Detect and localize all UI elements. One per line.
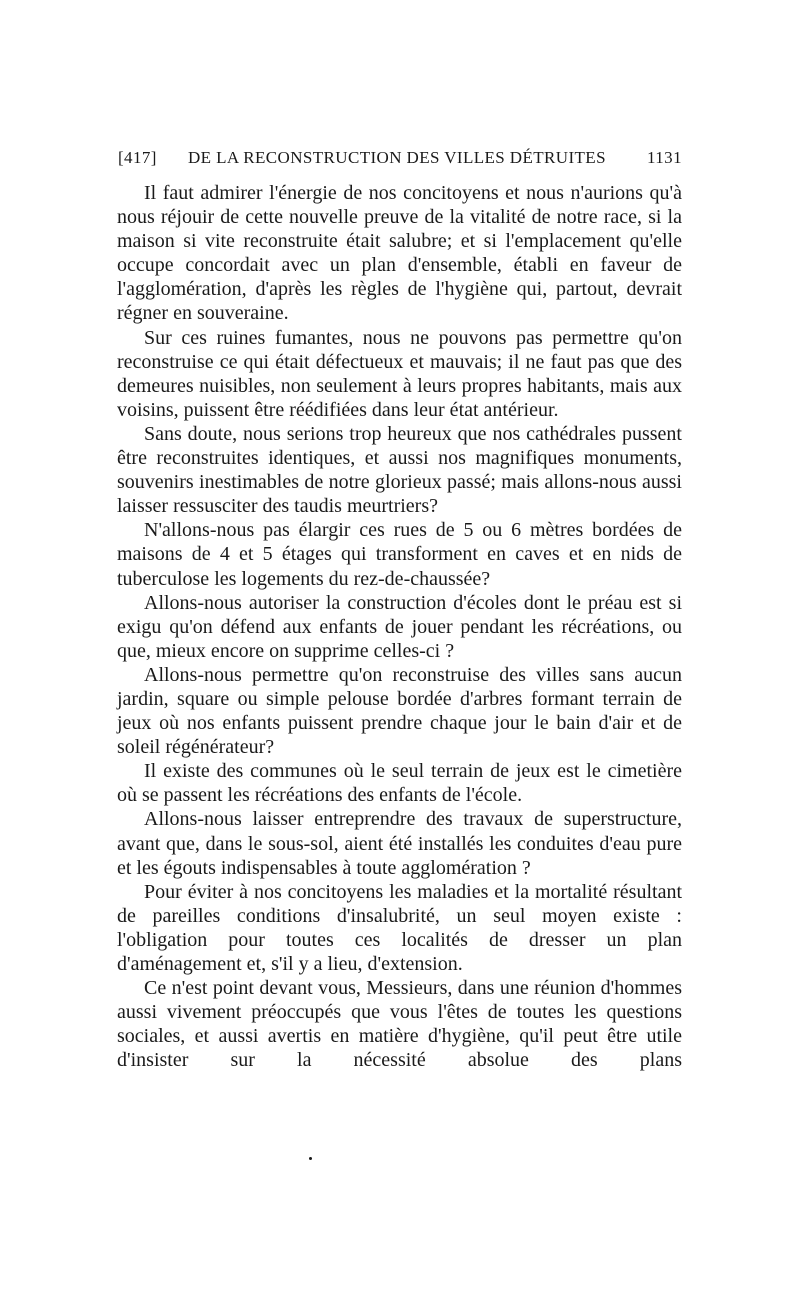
paragraph: N'allons-nous pas élargir ces rues de 5 ou 6 mètres bordées de maisons de 4 et 5 étages qui transforment en caves et en nids de tuberculose les logements du rez-de-chaussée? [117, 519, 682, 590]
running-header [118, 148, 682, 174]
running-title: DE LA RECONSTRUCTION DES VILLES DÉTRUITES [188, 148, 606, 167]
paragraph: Ce n'est point devant vous, Messieurs, dans une réunion d'hommes aussi vivement préoccupés que vous l'êtes de toutes les questions sociales, et aussi avertis en matière d'hygiène, qu'il peut être utile d'insister sur la nécessité absolue des plans [117, 977, 682, 1072]
paragraph: Il existe des communes où le seul terrain de jeux est le cimetière où se passent les récréations des enfants de l'école. [117, 760, 682, 807]
paragraph: Sur ces ruines fumantes, nous ne pouvons pas permettre qu'on reconstruise ce qui était défectueux et mauvais; il ne faut pas que des demeures nuisibles, non seulement à leurs propres habitants, mais aux voisins, puissent être réédifiées dans leur état antérieur. [117, 326, 682, 421]
paragraph: Allons-nous permettre qu'on reconstruise des villes sans aucun jardin, square ou simple pelouse bordée d'arbres formant terrain de jeux où nos enfants puissent prendre chaque jour le bain d'air et de soleil régénérateur? [117, 663, 682, 759]
paragraph: Pour éviter à nos concitoyens les maladies et la mortalité résultant de pareilles conditions d'insalubrité, un seul moyen existe : l'obligation pour toutes ces localités de dresser un plan d'aménagement et, s'il y a lieu, d'extension. [117, 880, 682, 975]
paragraph: Allons-nous laisser entreprendre des travaux de superstructure, avant que, dans le sous-sol, aient été installés les conduites d'eau pure et les égouts indispensables à toute agglomération ? [117, 808, 682, 879]
ink-speck [309, 1157, 312, 1160]
paragraph: Il faut admirer l'énergie de nos concitoyens et nous n'aurions qu'à nous réjouir de cette nouvelle preuve de la vitalité de notre race, si la maison si vite reconstruite était salubre; et si l'emplacement qu'elle occupe concordait avec un plan d'ensemble, établi en faveur de l'agglomération, d'après les règles de l'hygiène qui, partout, devrait régner en souveraine. [117, 182, 682, 325]
page-number: 1131 [647, 148, 682, 167]
paragraph: Sans doute, nous serions trop heureux que nos cathédrales pussent être reconstruites identiques, et aussi nos magnifiques monuments, souvenirs inestimables de notre glorieux passé; mais allons-nous aussi laisser ressusciter des taudis meurtriers? [117, 422, 682, 518]
body-text [117, 181, 682, 1072]
paragraph: Allons-nous autoriser la construction d'écoles dont le préau est si exigu qu'on défend aux enfants de jouer pendant les récréations, ou que, mieux encore on supprime celles-ci ? [117, 591, 682, 662]
bracket-page-number: [417] [118, 148, 157, 167]
